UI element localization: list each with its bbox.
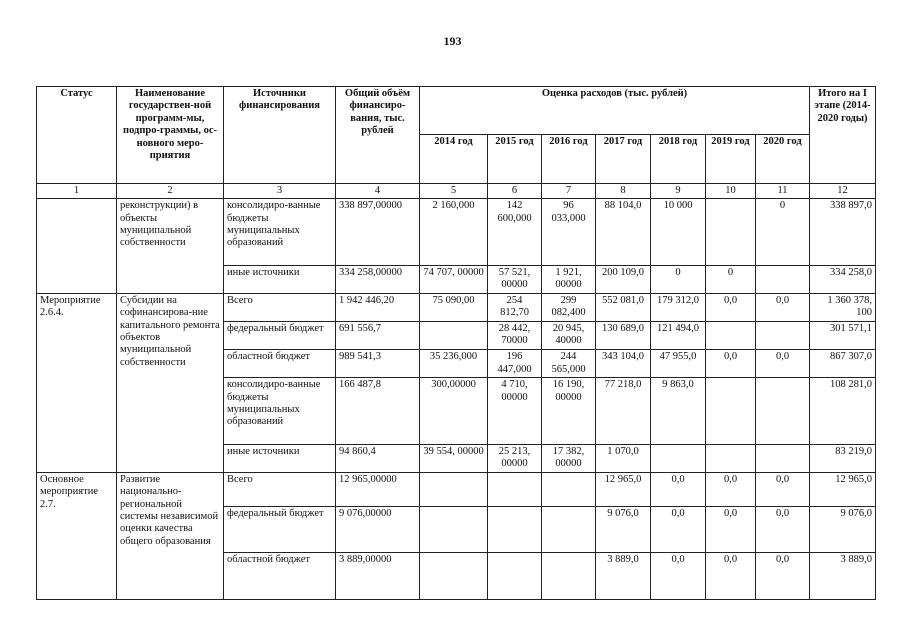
cell-2020 (756, 321, 810, 349)
header-stage-total: Итого на I этапе (2014-2020 годы) (810, 87, 876, 184)
header-year-2015: 2015 год (488, 135, 542, 183)
cell-2015: 142 600,000 (488, 199, 542, 266)
cell-2019: 0,0 (706, 350, 756, 378)
cell-2019 (706, 378, 756, 445)
cell-stage-total: 12 965,0 (810, 472, 876, 506)
cell-total: 691 556,7 (336, 321, 420, 349)
cell-source: федеральный бюджет (224, 507, 336, 553)
cell-2014: 39 554, 00000 (420, 444, 488, 472)
header-year-2016: 2016 год (542, 135, 596, 183)
cell-2019: 0,0 (706, 507, 756, 553)
column-number: 12 (810, 183, 876, 199)
cell-2016: 96 033,000 (542, 199, 596, 266)
cell-2017: 77 218,0 (596, 378, 651, 445)
cell-2017: 12 965,0 (596, 472, 651, 506)
header-name: Наименование государствен-ной программ-мы, подпро-граммы, ос-новного меро-приятия (117, 87, 224, 184)
cell-2016 (542, 507, 596, 553)
header-year-2014: 2014 год (420, 135, 488, 183)
cell-status: Мероприятие 2.6.4. (37, 293, 117, 472)
cell-2019: 0,0 (706, 553, 756, 600)
cell-2018: 47 955,0 (651, 350, 706, 378)
cell-2015: 254 812,70 (488, 293, 542, 321)
cell-2020 (756, 378, 810, 445)
table-row (37, 293, 876, 321)
cell-2020: 0,0 (756, 472, 810, 506)
cell-total: 166 487,8 (336, 378, 420, 445)
cell-stage-total: 301 571,1 (810, 321, 876, 349)
cell-2014: 300,00000 (420, 378, 488, 445)
cell-2019: 0,0 (706, 293, 756, 321)
cell-2014 (420, 507, 488, 553)
column-number: 8 (596, 183, 651, 199)
cell-2017: 88 104,0 (596, 199, 651, 266)
cell-stage-total: 9 076,0 (810, 507, 876, 553)
cell-2015: 28 442, 70000 (488, 321, 542, 349)
cell-2020 (756, 444, 810, 472)
cell-2014 (420, 472, 488, 506)
cell-2017: 343 104,0 (596, 350, 651, 378)
cell-2018: 9 863,0 (651, 378, 706, 445)
column-number: 5 (420, 183, 488, 199)
cell-2020: 0,0 (756, 293, 810, 321)
cell-2014: 74 707, 00000 (420, 265, 488, 293)
cell-stage-total: 338 897,0 (810, 199, 876, 266)
cell-2015: 25 213, 00000 (488, 444, 542, 472)
cell-2015 (488, 507, 542, 553)
cell-source: Всего (224, 293, 336, 321)
page-number: 193 (443, 34, 462, 48)
column-number: 6 (488, 183, 542, 199)
cell-stage-total: 3 889,0 (810, 553, 876, 600)
column-number: 1 (37, 183, 117, 199)
cell-2020 (756, 265, 810, 293)
cell-name: Субсидии на софинансирова-ние капитального ремонта объектов муниципальной собственности (117, 293, 224, 472)
header-total: Общий объём финансиро-вания, тыс. рублей (336, 87, 420, 184)
cell-2018 (651, 444, 706, 472)
cell-2016: 16 190, 00000 (542, 378, 596, 445)
cell-2016: 244 565,000 (542, 350, 596, 378)
cell-2020: 0,0 (756, 350, 810, 378)
cell-2016: 299 082,400 (542, 293, 596, 321)
cell-total: 334 258,00000 (336, 265, 420, 293)
table-row (37, 472, 876, 506)
cell-2014 (420, 321, 488, 349)
cell-2015: 196 447,000 (488, 350, 542, 378)
cell-2017: 9 076,0 (596, 507, 651, 553)
cell-stage-total: 1 360 378, 100 (810, 293, 876, 321)
cell-2016 (542, 472, 596, 506)
column-number: 3 (224, 183, 336, 199)
table-row (37, 199, 876, 266)
cell-2017: 200 109,0 (596, 265, 651, 293)
cell-stage-total: 83 219,0 (810, 444, 876, 472)
cell-2016: 1 921, 00000 (542, 265, 596, 293)
cell-status (37, 199, 117, 294)
cell-source: иные источники (224, 444, 336, 472)
cell-2015: 4 710, 00000 (488, 378, 542, 445)
cell-name: Развитие национально-региональной системы независимой оценки качества общего образования (117, 472, 224, 599)
cell-2018: 121 494,0 (651, 321, 706, 349)
cell-total: 9 076,00000 (336, 507, 420, 553)
cell-2020: 0 (756, 199, 810, 266)
column-number: 10 (706, 183, 756, 199)
column-number: 4 (336, 183, 420, 199)
column-number-row (37, 183, 876, 199)
cell-2014: 2 160,000 (420, 199, 488, 266)
cell-total: 989 541,3 (336, 350, 420, 378)
cell-2020: 0,0 (756, 553, 810, 600)
cell-2019 (706, 444, 756, 472)
cell-source: областной бюджет (224, 553, 336, 600)
cell-2018: 0,0 (651, 553, 706, 600)
cell-source: областной бюджет (224, 350, 336, 378)
header-year-2018: 2018 год (651, 135, 706, 183)
cell-2018: 10 000 (651, 199, 706, 266)
cell-name: реконструкции) в объекты муниципальной собственности (117, 199, 224, 294)
cell-2017: 130 689,0 (596, 321, 651, 349)
header-year-2017: 2017 год (596, 135, 651, 183)
cell-total: 1 942 446,20 (336, 293, 420, 321)
cell-2016 (542, 553, 596, 600)
cell-2017: 1 070,0 (596, 444, 651, 472)
header-status: Статус (37, 87, 117, 184)
cell-2014: 35 236,000 (420, 350, 488, 378)
header-sources: Источники финансирования (224, 87, 336, 184)
cell-2018: 179 312,0 (651, 293, 706, 321)
header-year-2019: 2019 год (706, 135, 756, 183)
cell-total: 3 889,00000 (336, 553, 420, 600)
cell-2014 (420, 553, 488, 600)
cell-2019 (706, 321, 756, 349)
cell-stage-total: 867 307,0 (810, 350, 876, 378)
budget-table (36, 86, 876, 600)
cell-stage-total: 108 281,0 (810, 378, 876, 445)
cell-source: Всего (224, 472, 336, 506)
cell-2017: 3 889,0 (596, 553, 651, 600)
cell-source: иные источники (224, 265, 336, 293)
cell-2018: 0,0 (651, 507, 706, 553)
cell-2019: 0,0 (706, 472, 756, 506)
cell-2019: 0 (706, 265, 756, 293)
column-number: 2 (117, 183, 224, 199)
cell-2016: 20 945, 40000 (542, 321, 596, 349)
cell-2015 (488, 553, 542, 600)
cell-2019 (706, 199, 756, 266)
column-number: 11 (756, 183, 810, 199)
cell-source: федеральный бюджет (224, 321, 336, 349)
cell-source: консолидиро-ванные бюджеты муниципальных образований (224, 199, 336, 266)
cell-source: консолидиро-ванные бюджеты муниципальных образований (224, 378, 336, 445)
cell-2018: 0 (651, 265, 706, 293)
cell-status: Основное мероприятие 2.7. (37, 472, 117, 599)
cell-total: 94 860,4 (336, 444, 420, 472)
cell-stage-total: 334 258,0 (810, 265, 876, 293)
header-estimate: Оценка расходов (тыс. рублей) (420, 87, 810, 135)
cell-2015 (488, 472, 542, 506)
cell-2017: 552 081,0 (596, 293, 651, 321)
cell-2014: 75 090,00 (420, 293, 488, 321)
cell-total: 12 965,00000 (336, 472, 420, 506)
cell-2020: 0,0 (756, 507, 810, 553)
cell-2016: 17 382, 00000 (542, 444, 596, 472)
column-number: 9 (651, 183, 706, 199)
cell-2015: 57 521, 00000 (488, 265, 542, 293)
cell-2018: 0,0 (651, 472, 706, 506)
column-number: 7 (542, 183, 596, 199)
cell-total: 338 897,00000 (336, 199, 420, 266)
header-year-2020: 2020 год (756, 135, 810, 183)
